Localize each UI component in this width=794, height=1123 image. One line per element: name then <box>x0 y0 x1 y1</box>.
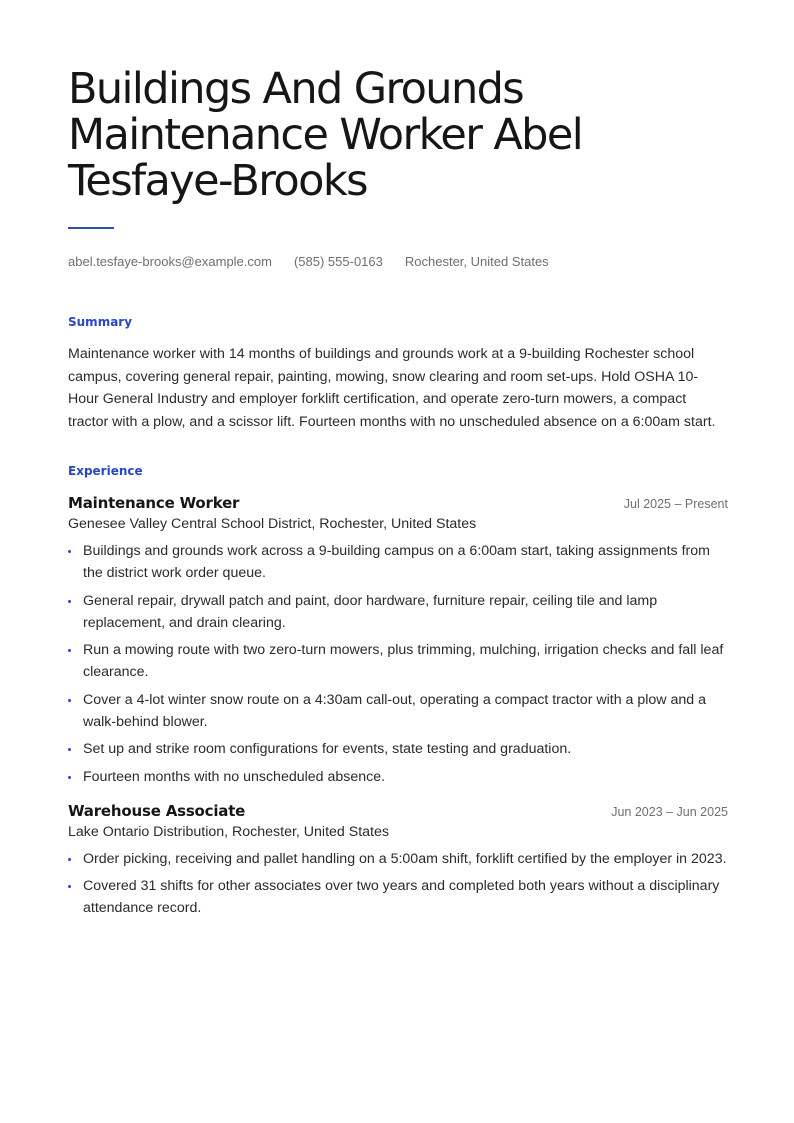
job-dates: Jul 2025 – Present <box>623 497 728 512</box>
title-divider <box>68 227 114 229</box>
job-organization: Lake Ontario Distribution, Rochester, United States <box>68 823 389 840</box>
contact-phone[interactable]: (585) 555-0163 <box>293 254 383 269</box>
job-title: Maintenance Worker <box>68 494 240 513</box>
job-header <box>68 802 728 820</box>
bullet-item: Cover a 4-lot winter snow route on a 4:30am call-out, operating a compact tractor with a plow and a walk-behind blower. <box>68 689 728 733</box>
bullet-item: Order picking, receiving and pallet handling on a 5:00am shift, forklift certified by the employer in 2023. <box>68 848 728 870</box>
bullet-item: Run a mowing route with two zero-turn mowers, plus trimming, mulching, irrigation checks and fall leaf clearance. <box>68 639 728 683</box>
job-organization: Genesee Valley Central School District, Rochester, United States <box>68 516 477 533</box>
contact-email[interactable]: abel.tesfaye-brooks@example.com <box>68 254 272 269</box>
experience-heading: Experience <box>68 464 143 479</box>
bullet-item: General repair, drywall patch and paint, door hardware, furniture repair, ceiling tile and lamp replacement, and drain clearing. <box>68 590 728 634</box>
summary-heading: Summary <box>68 315 133 329</box>
summary-text: Maintenance worker with 14 months of buildings and grounds work at a 9-building Rochester school campus, covering general repair, painting, mowing, snow clearing and room set-ups. Hold OSHA 10-Hour General Industry and employer forklift certification, and operate zero-turn mowers, a compact tractor with a plow, and a scissor lift. Fourteen months with no unscheduled absence on a 6:00am start. <box>68 346 716 430</box>
job-title: Warehouse Associate <box>68 801 246 820</box>
job-bullets <box>68 848 728 920</box>
bullet-item: Covered 31 shifts for other associates over two years and completed both years without a disciplinary attendance record. <box>68 875 728 919</box>
bullet-item: Fourteen months with no unscheduled absence. <box>68 766 728 788</box>
bullet-item: Buildings and grounds work across a 9-building campus on a 6:00am start, taking assignments from the district work order queue. <box>68 540 728 584</box>
contact-line <box>68 254 728 269</box>
contact-location: Rochester, United States <box>404 254 549 269</box>
job-bullets <box>68 540 728 788</box>
job-dates: Jun 2023 – Jun 2025 <box>611 804 728 819</box>
resume-page <box>68 66 728 925</box>
job-entry <box>68 494 728 788</box>
job-entry <box>68 802 728 920</box>
resume-title: Buildings And Grounds Maintenance Worker Abel Tesfaye-Brooks <box>68 64 583 206</box>
bullet-item: Set up and strike room configurations for events, state testing and graduation. <box>68 738 728 760</box>
job-header <box>68 494 728 512</box>
